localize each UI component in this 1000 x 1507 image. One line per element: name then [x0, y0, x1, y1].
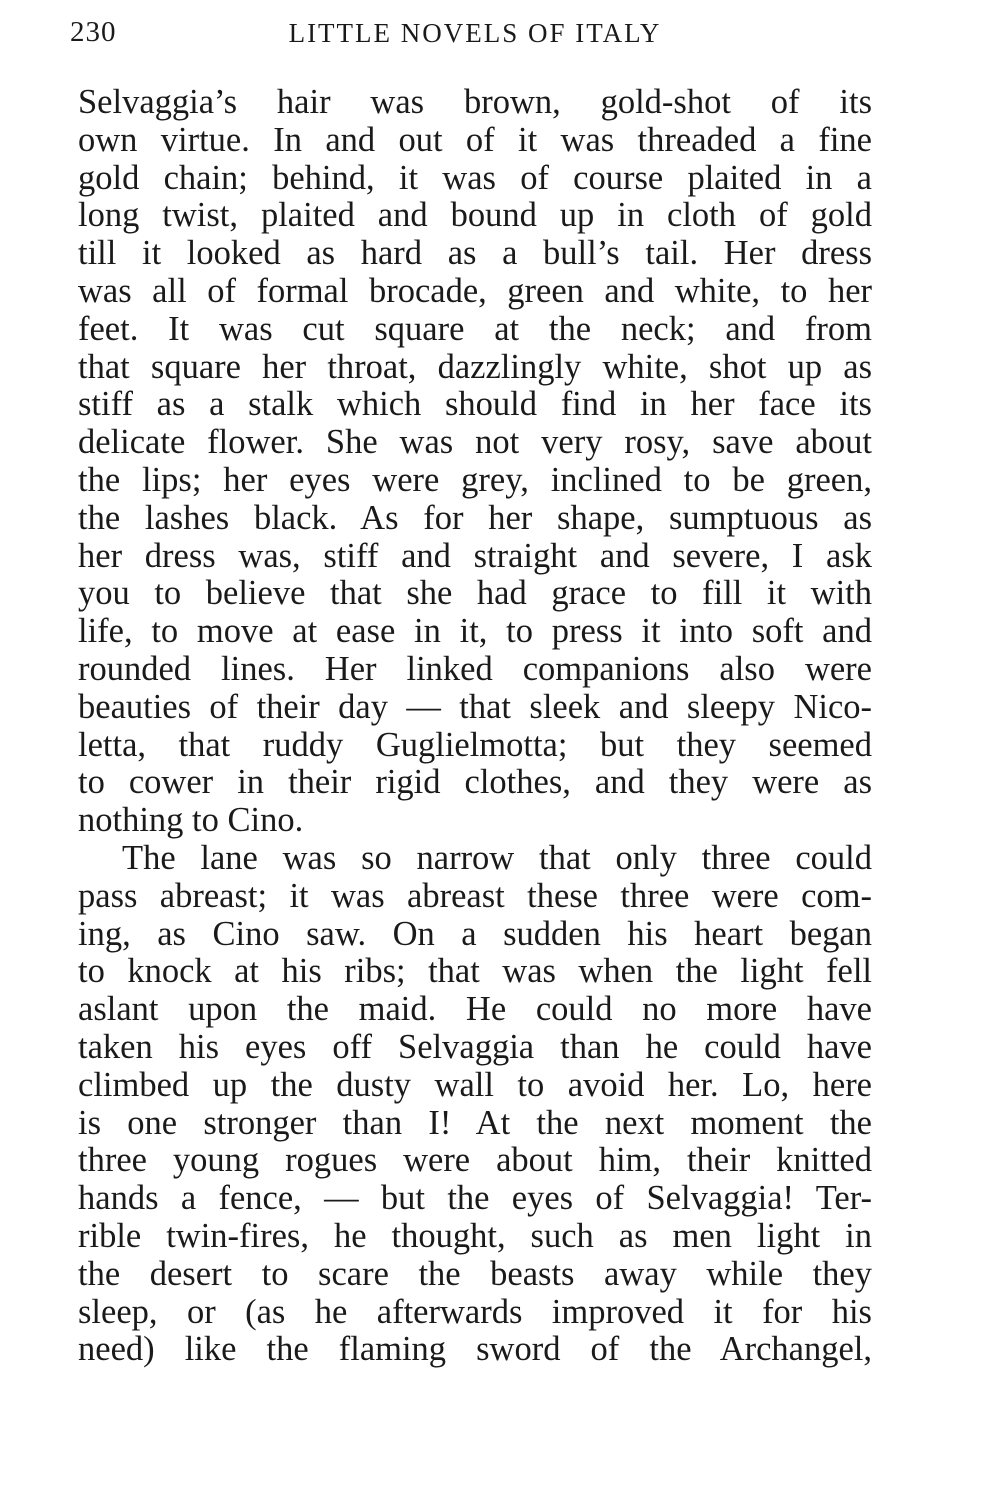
text-line: The lane was so narrow that only three could — [122, 838, 872, 877]
text-line: own virtue. In and out of it was threaded a fine — [78, 120, 872, 159]
text-line: ing, as Cino saw. On a sudden his heart began — [78, 914, 872, 953]
text-line: feet. It was cut square at the neck; and from — [78, 309, 872, 348]
text-line: delicate flower. She was not very rosy, save about — [78, 423, 872, 462]
text-line: rible twin-fires, he thought, such as men light in — [78, 1216, 872, 1255]
text-line: is one stronger than I! At the next moment the — [78, 1103, 872, 1142]
text-line: nothing to Cino. — [78, 801, 304, 840]
page-number: 230 — [70, 16, 117, 48]
text-line: aslant upon the maid. He could no more have — [78, 990, 872, 1029]
text-line: to cower in their rigid clothes, and they were as — [78, 763, 872, 802]
text-line: that square her throat, dazzlingly white, shot up as — [78, 347, 872, 386]
page-header — [70, 16, 880, 56]
text-line: taken his eyes off Selvaggia than he could have — [78, 1027, 872, 1066]
text-line: the lips; her eyes were grey, inclined to be green, — [78, 460, 872, 499]
body-text — [78, 84, 872, 1369]
text-line: stiff as a stalk which should find in her face its — [78, 385, 872, 424]
text-line: gold chain; behind, it was of course plaited in a — [78, 158, 872, 197]
text-line: to knock at his ribs; that was when the light fell — [78, 952, 872, 991]
running-title: LITTLE NOVELS OF ITALY — [288, 18, 662, 48]
text-line: pass abreast; it was abreast these three were com- — [78, 876, 872, 915]
text-line: need) like the flaming sword of the Archangel, — [78, 1330, 872, 1369]
text-line: life, to move at ease in it, to press it into soft and — [78, 612, 872, 651]
text-line: her dress was, stiff and straight and severe, I ask — [78, 536, 872, 575]
text-line: you to believe that she had grace to fill it with — [78, 574, 872, 613]
text-line: three young rogues were about him, their knitted — [78, 1141, 872, 1180]
text-line: beauties of their day — that sleek and sleepy Nico- — [78, 687, 872, 726]
text-line: till it looked as hard as a bull’s tail. Her dress — [78, 234, 872, 273]
paragraph-1 — [78, 84, 872, 840]
text-line: sleep, or (as he afterwards improved it for his — [78, 1292, 872, 1331]
text-line: the lashes black. As for her shape, sumptuous as — [78, 498, 872, 537]
text-line: long twist, plaited and bound up in cloth of gold — [78, 196, 872, 235]
text-line: Selvaggia’s hair was brown, gold-shot of its — [78, 83, 872, 121]
text-line: climbed up the dusty wall to avoid her. Lo, here — [78, 1065, 872, 1104]
text-line: was all of formal brocade, green and white, to her — [78, 271, 872, 310]
text-line: rounded lines. Her linked companions also were — [78, 649, 872, 688]
text-line: letta, that ruddy Guglielmotta; but they seemed — [78, 725, 872, 764]
text-line: hands a fence, — but the eyes of Selvaggia! Ter- — [78, 1179, 872, 1218]
paragraph-2 — [78, 840, 872, 1369]
text-line: the desert to scare the beasts away while they — [78, 1254, 872, 1293]
